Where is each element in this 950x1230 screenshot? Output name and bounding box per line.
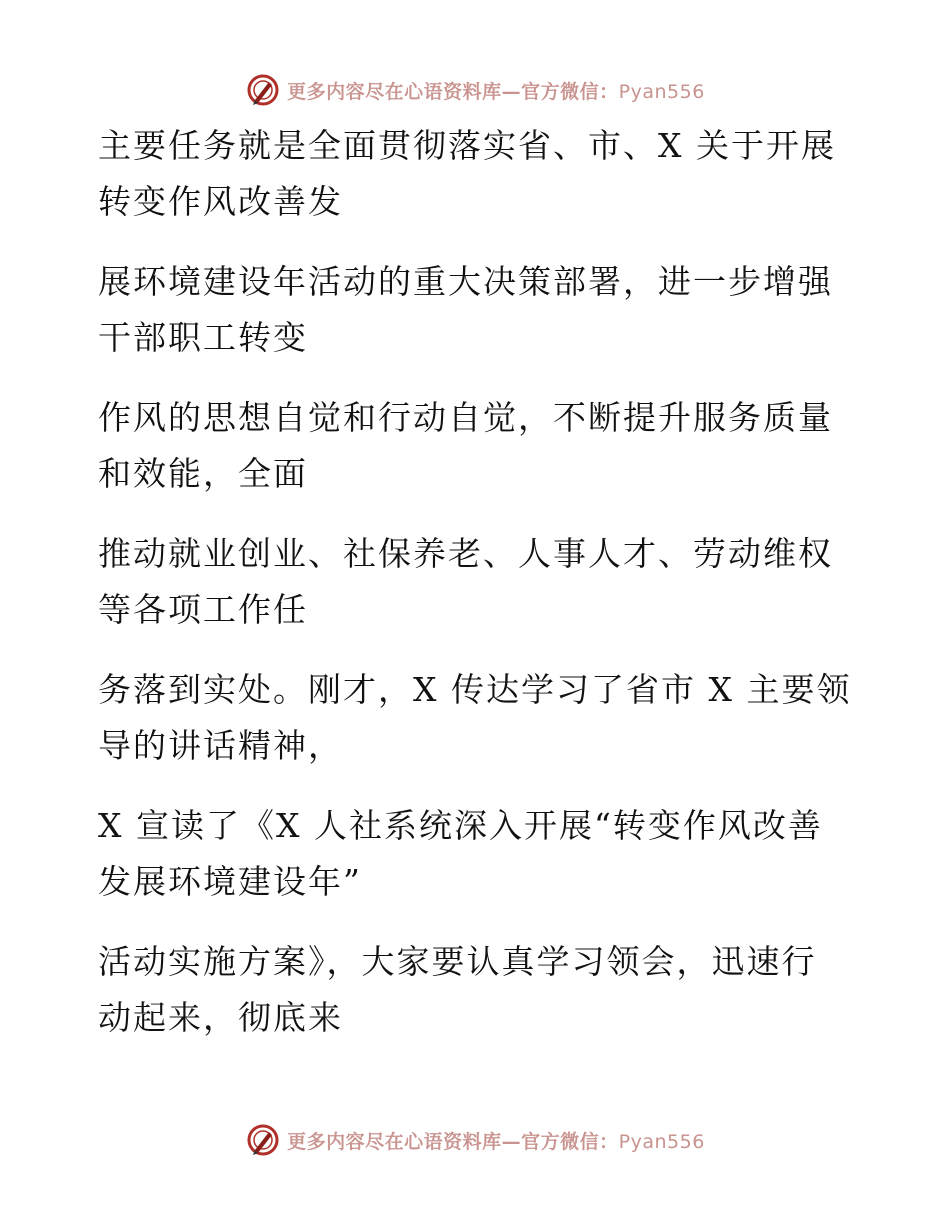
paragraph-line: 转变作风改善发 [98,182,343,221]
paragraph-7 [98,934,858,1046]
paragraph-1 [98,118,858,230]
paragraph-line: 和效能，全面 [98,454,308,493]
footer-watermark [0,1120,950,1160]
pen-circle-logo-icon [245,72,281,108]
paragraph-line: 导的讲话精神， [98,726,343,765]
paragraph-line: 展环境建设年活动的重大决策部署，进一步增强 [98,262,833,301]
watermark-text: 更多内容尽在心语资料库—官方微信：Pyan556 [287,1130,705,1153]
paragraph-line: 主要任务就是全面贯彻落实省、市、X 关于开展 [98,126,836,165]
paragraph-line: 等各项工作任 [98,590,308,629]
paragraph-4 [98,526,858,638]
paragraph-line: 推动就业创业、社保养老、人事人才、劳动维权 [98,534,833,573]
paragraph-5 [98,662,858,774]
paragraph-line: X 宣读了《X 人社系统深入开展“转变作风改善 [98,806,823,845]
paragraph-line: 发展环境建设年” [98,862,362,901]
watermark-text: 更多内容尽在心语资料库—官方微信：Pyan556 [287,80,705,103]
paragraph-line: 作风的思想自觉和行动自觉，不断提升服务质量 [98,398,833,437]
header-watermark [0,70,950,110]
document-body [98,118,858,1070]
paragraph-3 [98,390,858,502]
paragraph-line: 干部职工转变 [98,318,308,357]
pen-circle-logo-icon [245,1122,281,1158]
paragraph-line: 务落到实处。刚才，X 传达学习了省市 X 主要领 [98,670,852,709]
paragraph-6 [98,798,858,910]
paragraph-line: 动起来，彻底来 [98,998,343,1037]
paragraph-line: 活动实施方案》，大家要认真学习领会，迅速行 [98,942,817,981]
paragraph-2 [98,254,858,366]
